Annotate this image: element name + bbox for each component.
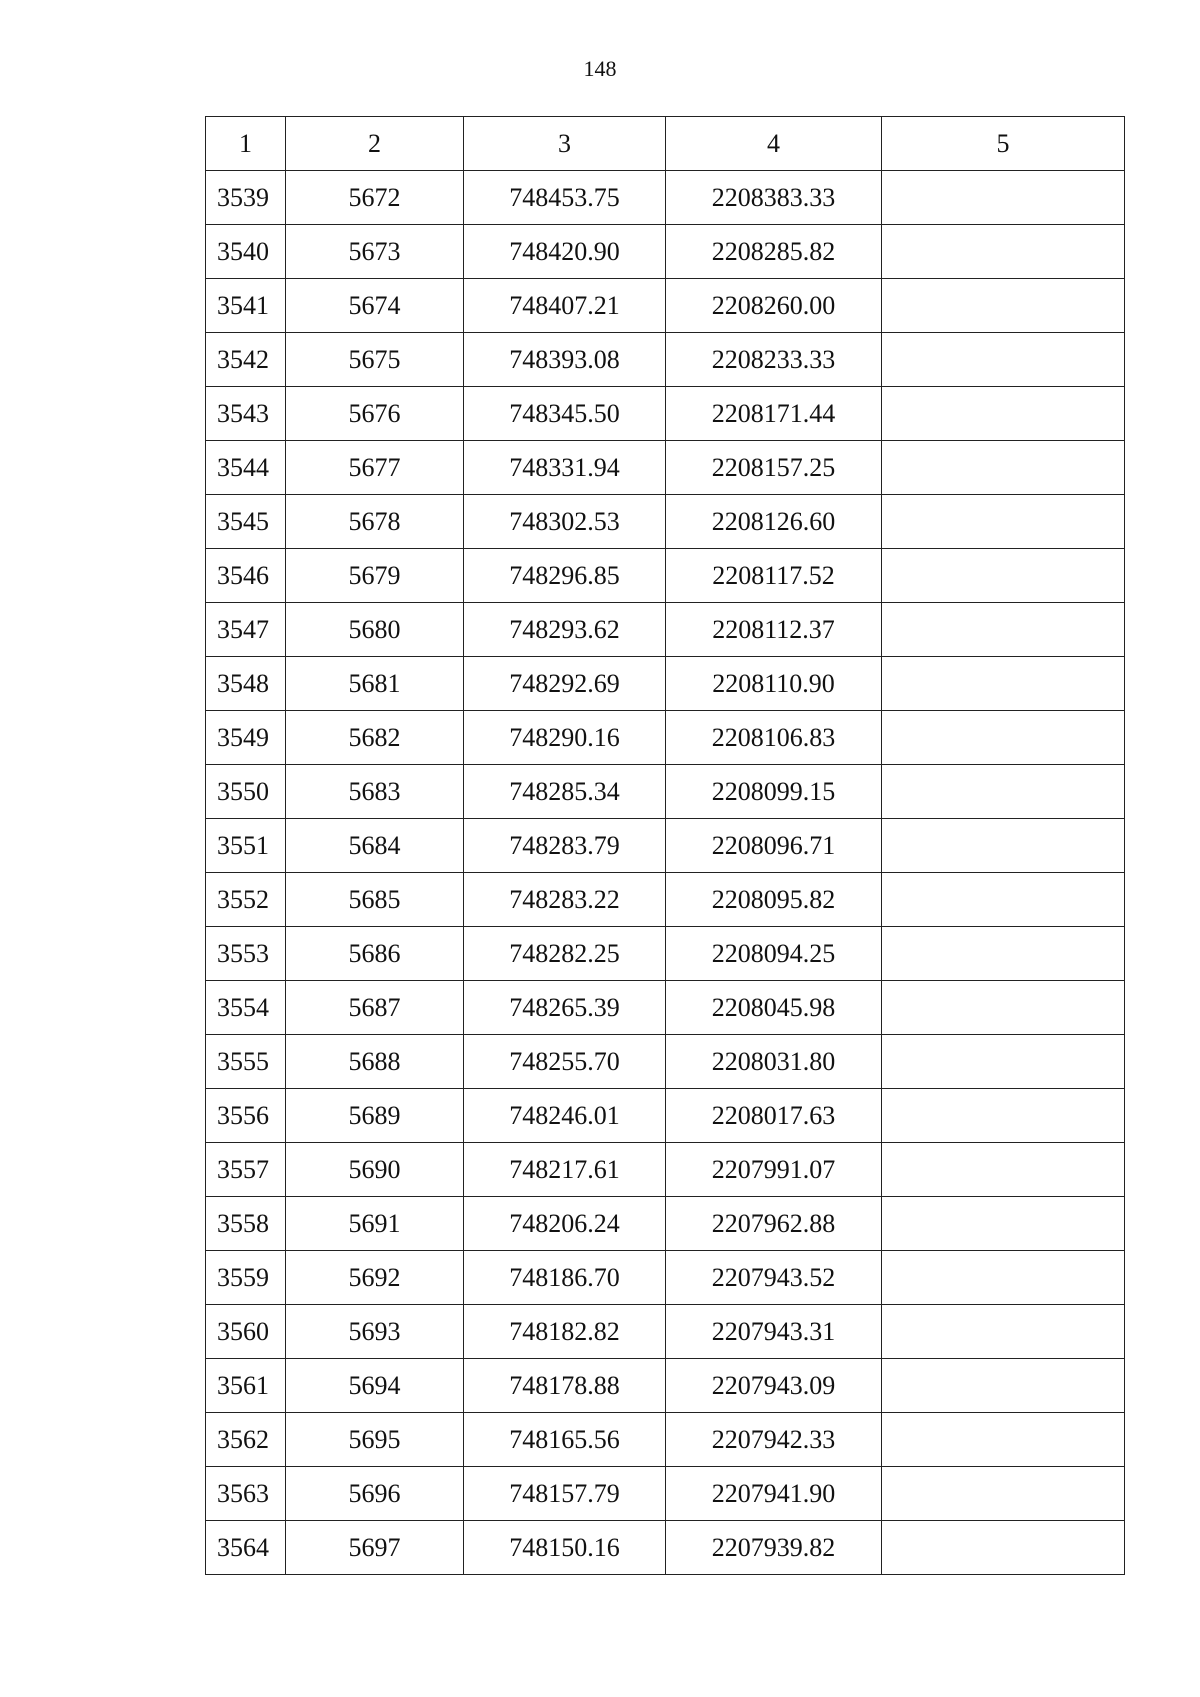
table-cell-col-2: 5697 (286, 1521, 464, 1575)
table-cell-col-4: 2208117.52 (666, 549, 882, 603)
table-cell-col-2: 5693 (286, 1305, 464, 1359)
table-cell-col-4: 2207939.82 (666, 1521, 882, 1575)
table-cell-col-1: 3561 (206, 1359, 286, 1413)
table-cell-col-1: 3553 (206, 927, 286, 981)
table-row (206, 549, 1125, 603)
column-header-5: 5 (882, 117, 1125, 171)
table-cell-col-5 (882, 171, 1125, 225)
table-cell-col-3: 748453.75 (464, 171, 666, 225)
table-cell-col-2: 5681 (286, 657, 464, 711)
table-cell-col-4: 2207941.90 (666, 1467, 882, 1521)
column-header-1: 1 (206, 117, 286, 171)
table-cell-col-2: 5680 (286, 603, 464, 657)
table-cell-col-3: 748178.88 (464, 1359, 666, 1413)
table-cell-col-4: 2208157.25 (666, 441, 882, 495)
table-cell-col-5 (882, 1413, 1125, 1467)
table-cell-col-2: 5672 (286, 171, 464, 225)
table-cell-col-3: 748157.79 (464, 1467, 666, 1521)
table-cell-col-3: 748255.70 (464, 1035, 666, 1089)
header-row (206, 117, 1125, 171)
table-cell-col-2: 5694 (286, 1359, 464, 1413)
table-cell-col-3: 748345.50 (464, 387, 666, 441)
table-cell-col-5 (882, 441, 1125, 495)
table-cell-col-1: 3563 (206, 1467, 286, 1521)
table-cell-col-1: 3551 (206, 819, 286, 873)
table-cell-col-3: 748283.79 (464, 819, 666, 873)
table-cell-col-3: 748293.62 (464, 603, 666, 657)
table-cell-col-1: 3542 (206, 333, 286, 387)
table-cell-col-2: 5679 (286, 549, 464, 603)
table-cell-col-3: 748186.70 (464, 1251, 666, 1305)
table-cell-col-2: 5685 (286, 873, 464, 927)
table-cell-col-2: 5695 (286, 1413, 464, 1467)
column-header-4: 4 (666, 117, 882, 171)
table-row (206, 225, 1125, 279)
table-cell-col-4: 2208285.82 (666, 225, 882, 279)
table-cell-col-4: 2207962.88 (666, 1197, 882, 1251)
table-cell-col-5 (882, 819, 1125, 873)
table-cell-col-3: 748420.90 (464, 225, 666, 279)
table-cell-col-5 (882, 1521, 1125, 1575)
table-cell-col-3: 748150.16 (464, 1521, 666, 1575)
table-cell-col-5 (882, 1251, 1125, 1305)
table-cell-col-3: 748292.69 (464, 657, 666, 711)
table-cell-col-4: 2208045.98 (666, 981, 882, 1035)
table-cell-col-1: 3560 (206, 1305, 286, 1359)
table-cell-col-5 (882, 1467, 1125, 1521)
table-row (206, 1305, 1125, 1359)
table-cell-col-3: 748302.53 (464, 495, 666, 549)
table-cell-col-5 (882, 711, 1125, 765)
table-row (206, 1251, 1125, 1305)
table-cell-col-5 (882, 1305, 1125, 1359)
table-cell-col-2: 5690 (286, 1143, 464, 1197)
table-cell-col-5 (882, 657, 1125, 711)
table-cell-col-5 (882, 927, 1125, 981)
column-header-3: 3 (464, 117, 666, 171)
table-cell-col-1: 3541 (206, 279, 286, 333)
table-row (206, 387, 1125, 441)
table-cell-col-5 (882, 387, 1125, 441)
table-cell-col-3: 748265.39 (464, 981, 666, 1035)
table-cell-col-4: 2208126.60 (666, 495, 882, 549)
table-cell-col-1: 3552 (206, 873, 286, 927)
page-number: 148 (583, 56, 617, 81)
table-cell-col-1: 3558 (206, 1197, 286, 1251)
table-cell-col-2: 5692 (286, 1251, 464, 1305)
table-cell-col-3: 748282.25 (464, 927, 666, 981)
table-cell-col-1: 3562 (206, 1413, 286, 1467)
table-cell-col-1: 3540 (206, 225, 286, 279)
table-cell-col-1: 3546 (206, 549, 286, 603)
table-row (206, 495, 1125, 549)
table-row (206, 171, 1125, 225)
table-cell-col-1: 3548 (206, 657, 286, 711)
table-cell-col-5 (882, 981, 1125, 1035)
table-row (206, 279, 1125, 333)
table-row (206, 333, 1125, 387)
table-cell-col-5 (882, 1197, 1125, 1251)
table-row (206, 1035, 1125, 1089)
table-row (206, 1197, 1125, 1251)
table-cell-col-4: 2208099.15 (666, 765, 882, 819)
table-cell-col-4: 2208112.37 (666, 603, 882, 657)
table-header (206, 117, 1125, 171)
table-cell-col-5 (882, 603, 1125, 657)
table-cell-col-3: 748206.24 (464, 1197, 666, 1251)
table-cell-col-4: 2208094.25 (666, 927, 882, 981)
table-cell-col-2: 5688 (286, 1035, 464, 1089)
table-body (206, 171, 1125, 1575)
table-cell-col-1: 3549 (206, 711, 286, 765)
table-cell-col-2: 5687 (286, 981, 464, 1035)
table-cell-col-1: 3557 (206, 1143, 286, 1197)
table-cell-col-4: 2208106.83 (666, 711, 882, 765)
table-cell-col-4: 2208110.90 (666, 657, 882, 711)
coordinates-table (205, 116, 1125, 1575)
table-cell-col-2: 5683 (286, 765, 464, 819)
table-cell-col-2: 5684 (286, 819, 464, 873)
table-cell-col-3: 748285.34 (464, 765, 666, 819)
table-cell-col-2: 5696 (286, 1467, 464, 1521)
table-row (206, 1467, 1125, 1521)
table-cell-col-1: 3564 (206, 1521, 286, 1575)
table-cell-col-5 (882, 1089, 1125, 1143)
table-cell-col-2: 5674 (286, 279, 464, 333)
table-cell-col-5 (882, 1035, 1125, 1089)
table-cell-col-1: 3547 (206, 603, 286, 657)
table-cell-col-2: 5686 (286, 927, 464, 981)
table-row (206, 711, 1125, 765)
table-cell-col-5 (882, 765, 1125, 819)
table-cell-col-2: 5676 (286, 387, 464, 441)
table-cell-col-4: 2208233.33 (666, 333, 882, 387)
table-cell-col-3: 748407.21 (464, 279, 666, 333)
table-cell-col-2: 5675 (286, 333, 464, 387)
table-row (206, 1089, 1125, 1143)
table-cell-col-2: 5678 (286, 495, 464, 549)
table-cell-col-1: 3555 (206, 1035, 286, 1089)
table-cell-col-5 (882, 1143, 1125, 1197)
table-cell-col-5 (882, 279, 1125, 333)
table-cell-col-4: 2207942.33 (666, 1413, 882, 1467)
table-cell-col-2: 5691 (286, 1197, 464, 1251)
table-cell-col-1: 3554 (206, 981, 286, 1035)
table-row (206, 1143, 1125, 1197)
table-cell-col-1: 3556 (206, 1089, 286, 1143)
table-cell-col-5 (882, 225, 1125, 279)
table-row (206, 927, 1125, 981)
table-row (206, 981, 1125, 1035)
table-row (206, 1521, 1125, 1575)
table-cell-col-4: 2207943.09 (666, 1359, 882, 1413)
table-row (206, 819, 1125, 873)
table-cell-col-4: 2208017.63 (666, 1089, 882, 1143)
table-cell-col-1: 3559 (206, 1251, 286, 1305)
table-cell-col-4: 2208031.80 (666, 1035, 882, 1089)
table-cell-col-1: 3550 (206, 765, 286, 819)
table-row (206, 873, 1125, 927)
table-cell-col-3: 748393.08 (464, 333, 666, 387)
table-cell-col-5 (882, 333, 1125, 387)
table-cell-col-5 (882, 873, 1125, 927)
table-cell-col-3: 748283.22 (464, 873, 666, 927)
table-cell-col-1: 3545 (206, 495, 286, 549)
table-cell-col-2: 5677 (286, 441, 464, 495)
table-row (206, 765, 1125, 819)
table-cell-col-1: 3544 (206, 441, 286, 495)
table-cell-col-1: 3539 (206, 171, 286, 225)
table-cell-col-5 (882, 495, 1125, 549)
table-cell-col-4: 2208095.82 (666, 873, 882, 927)
column-header-2: 2 (286, 117, 464, 171)
table-row (206, 1359, 1125, 1413)
table-cell-col-3: 748217.61 (464, 1143, 666, 1197)
table-cell-col-3: 748246.01 (464, 1089, 666, 1143)
table-cell-col-3: 748296.85 (464, 549, 666, 603)
table-row (206, 603, 1125, 657)
table-cell-col-5 (882, 1359, 1125, 1413)
table-cell-col-4: 2208260.00 (666, 279, 882, 333)
table-cell-col-4: 2208171.44 (666, 387, 882, 441)
table-cell-col-3: 748165.56 (464, 1413, 666, 1467)
table-cell-col-4: 2207943.31 (666, 1305, 882, 1359)
table-row (206, 1413, 1125, 1467)
table-cell-col-3: 748290.16 (464, 711, 666, 765)
table-cell-col-3: 748331.94 (464, 441, 666, 495)
table-cell-col-5 (882, 549, 1125, 603)
table-cell-col-1: 3543 (206, 387, 286, 441)
table-cell-col-4: 2208383.33 (666, 171, 882, 225)
table-cell-col-3: 748182.82 (464, 1305, 666, 1359)
table-cell-col-4: 2208096.71 (666, 819, 882, 873)
table-cell-col-2: 5682 (286, 711, 464, 765)
table-row (206, 441, 1125, 495)
table-cell-col-4: 2207991.07 (666, 1143, 882, 1197)
table-cell-col-2: 5689 (286, 1089, 464, 1143)
table-cell-col-2: 5673 (286, 225, 464, 279)
table-row (206, 657, 1125, 711)
table-cell-col-4: 2207943.52 (666, 1251, 882, 1305)
